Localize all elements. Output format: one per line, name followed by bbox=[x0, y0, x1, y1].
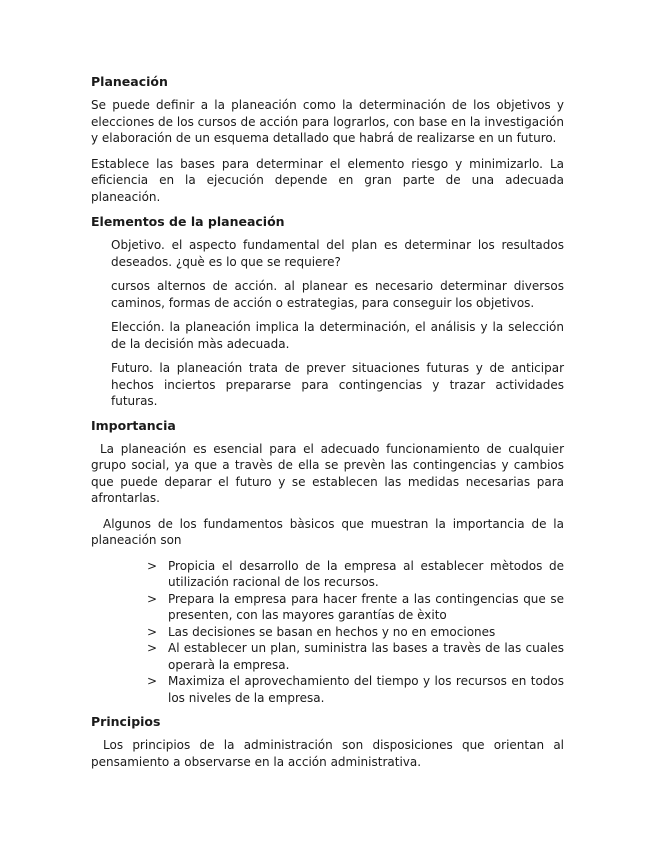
bullet-item bbox=[147, 591, 564, 624]
fundamentos-bullet-list bbox=[91, 558, 564, 707]
chevron-right-icon: > bbox=[147, 558, 158, 573]
bullet-text: Prepara la empresa para hacer frente a las contingencias que se presenten, con las mayores garantías de èxito bbox=[168, 591, 564, 622]
bullet-text: Propicia el desarrollo de la empresa al establecer mètodos de utilización racional de los recursos. bbox=[168, 558, 564, 589]
bullet-item bbox=[147, 624, 564, 641]
heading-importancia: Importancia bbox=[91, 417, 176, 433]
document-page bbox=[91, 74, 564, 779]
elemento-futuro: Futuro. la planeación trata de prever situaciones futuras y de anticipar hechos inciertos prepararse para contingencias y trazar actividades futuras. bbox=[111, 361, 564, 408]
bullet-item bbox=[147, 558, 564, 591]
chevron-right-icon: > bbox=[147, 591, 158, 606]
bullet-item bbox=[147, 640, 564, 673]
chevron-right-icon: > bbox=[147, 624, 158, 639]
chevron-right-icon: > bbox=[147, 641, 158, 655]
elementos-list bbox=[111, 237, 564, 410]
heading-planeacion: Planeación bbox=[91, 74, 168, 89]
paragraph-planeacion-bases: Establece las bases para determinar el elemento riesgo y minimizarlo. La eficiencia en la ejecución depende en gran parte de una adecuada planeación. bbox=[91, 156, 564, 204]
heading-principios: Principios bbox=[91, 714, 161, 729]
elemento-cursos-alternos: cursos alternos de acción. al planear es necesario determinar diversos caminos, formas de acción o estrategias, para conseguir los objetivos. bbox=[111, 279, 564, 310]
bullet-text: Al establecer un plan, suministra las bases a travès de las cuales operarà la empresa. bbox=[168, 641, 564, 672]
chevron-right-icon: > bbox=[147, 674, 158, 688]
bullet-text: Maximiza el aprovechamiento del tiempo y los recursos en todos los niveles de la empresa. bbox=[168, 674, 564, 705]
bullet-text: Las decisiones se basan en hechos y no en emociones bbox=[168, 624, 496, 639]
paragraph-planeacion-definition: Se puede definir a la planeación como la determinación de los objetivos y elecciones de los cursos de acción para lograrlos, con base en la investigación y elaboración de un esquema detallado que habrá de realizarse en un futuro. bbox=[91, 98, 564, 145]
heading-elementos: Elementos de la planeación bbox=[91, 214, 285, 229]
elemento-eleccion: Elección. la planeación implica la determinación, el análisis y la selección de la decisión màs adecuada. bbox=[111, 320, 564, 351]
paragraph-importancia-esencial: La planeación es esencial para el adecuado funcionamiento de cualquier grupo social, ya que a travès de ella se prevèn las contingencias y cambios que puede deparar el futuro y se establecen las medidas necesarias para afrontarlas. bbox=[91, 441, 564, 505]
bullet-item bbox=[147, 673, 564, 706]
paragraph-principios: Los principios de la administración son disposiciones que orientan al pensamiento a observarse en la acción administrativa. bbox=[91, 738, 564, 769]
elemento-objetivo: Objetivo. el aspecto fundamental del plan es determinar los resultados deseados. ¿què es lo que se requiere? bbox=[111, 238, 564, 269]
paragraph-importancia-fundamentos: Algunos de los fundamentos bàsicos que muestran la importancia de la planeación son bbox=[91, 516, 564, 547]
